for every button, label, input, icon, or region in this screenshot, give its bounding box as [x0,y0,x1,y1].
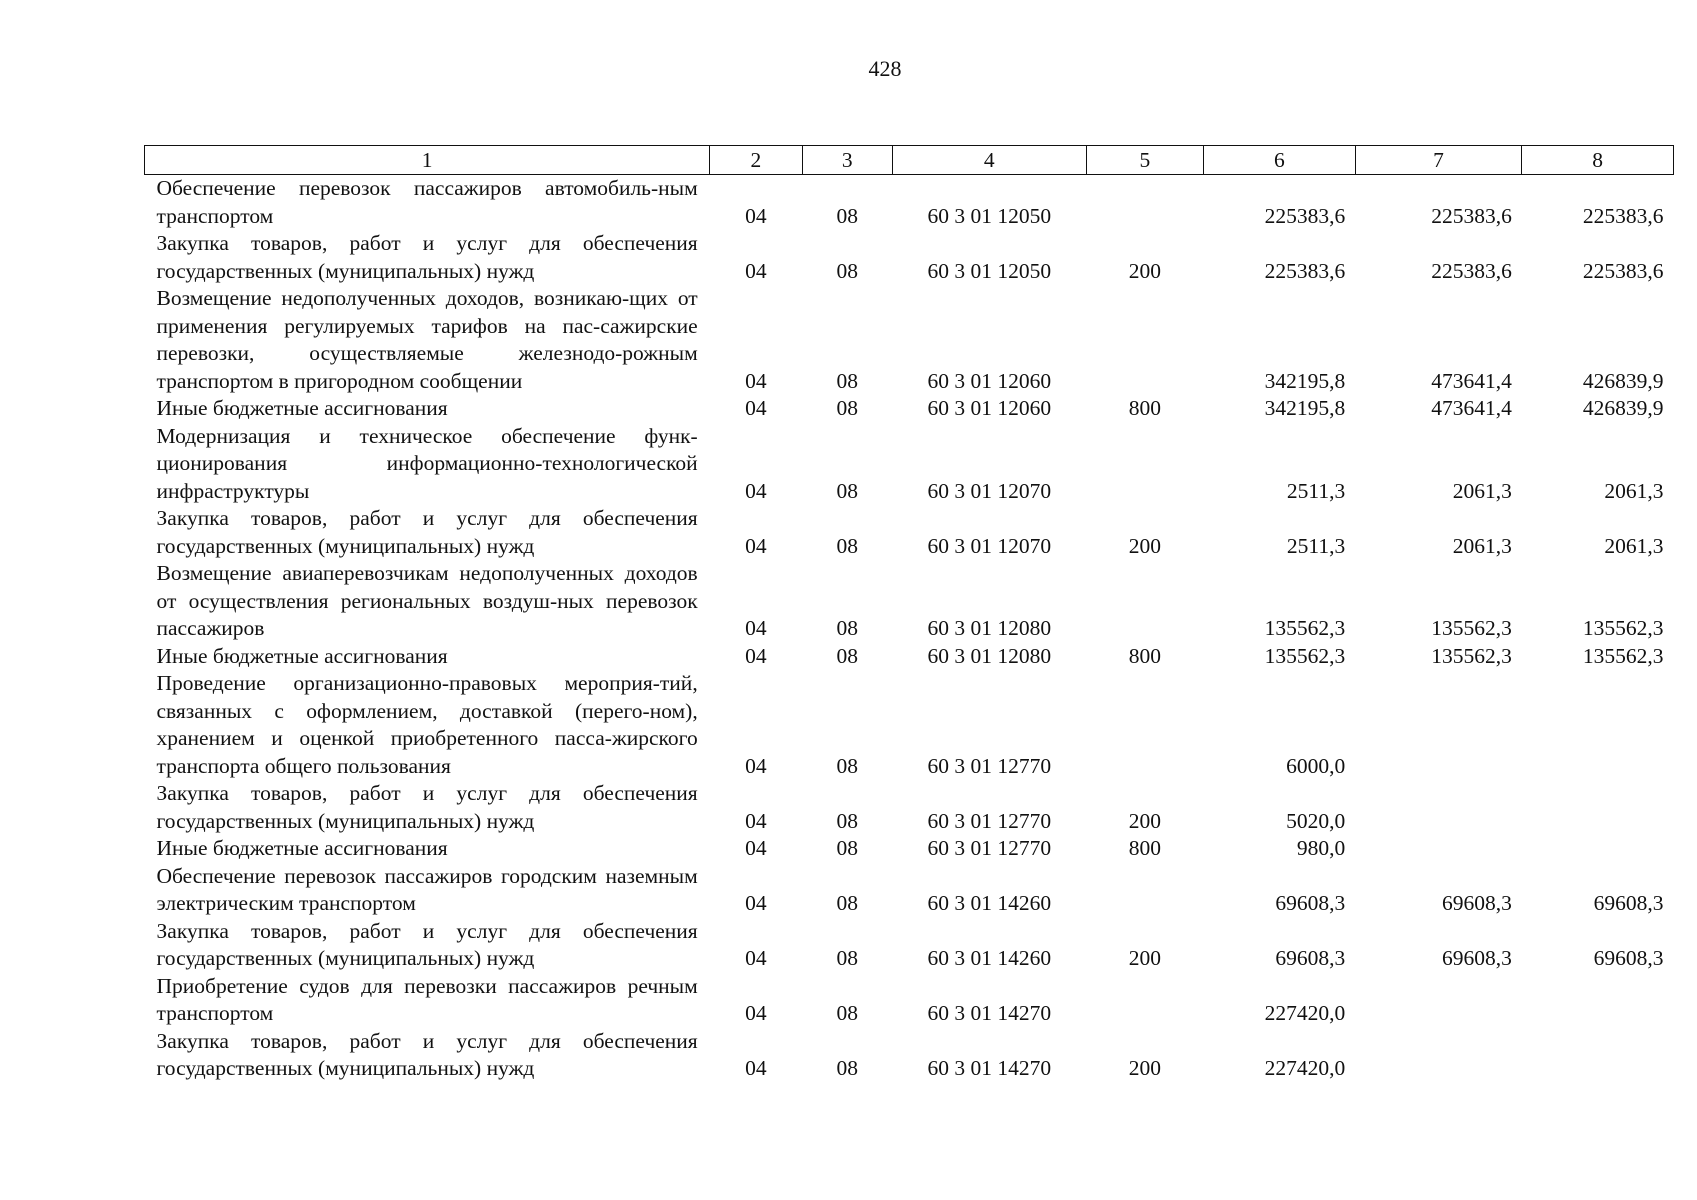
amount-year-2: 2061,3 [1452,478,1512,503]
amount-year-3: 225383,6 [1582,203,1664,228]
subsection-code: 08 [836,1001,858,1025]
row-description: Иные бюджетные ассигнования [156,643,448,668]
amount-year-2: 473641,4 [1431,368,1512,393]
amount-year-1: 225383,6 [1264,203,1346,228]
table-row [145,670,1674,780]
amount-year-1: 2511,3 [1286,478,1346,503]
table-row [145,1028,1674,1083]
amount-year-2: 69608,3 [1441,891,1512,915]
subsection-code: 08 [836,946,858,970]
subsection-code: 08 [836,891,858,915]
amount-year-1: 69608,3 [1275,891,1346,915]
section-code: 04 [745,258,767,283]
expense-type-code [1086,863,1203,918]
target-article-code: 60 3 01 12770 [927,808,1052,833]
target-article-code: 60 3 01 12080 [927,616,1052,640]
target-article-code: 60 3 01 12080 [927,643,1052,668]
expense-type-code: 200 [1128,946,1161,970]
target-article-code: 60 3 01 12060 [927,396,1052,420]
table-row [145,835,1674,863]
table-row [145,643,1674,671]
target-article-code: 60 3 01 14270 [927,1001,1052,1025]
row-description: Модернизация и техническое обеспечение функ-ционирования информационно-технологической инфраструктуры [156,423,698,503]
header-cell: 1 [145,146,710,175]
header-row [145,146,1674,175]
expense-type-code [1086,423,1203,506]
target-article-code: 60 3 01 12070 [927,533,1052,558]
amount-year-1: 135562,3 [1264,643,1346,668]
table-row [145,918,1674,973]
subsection-code: 08 [836,533,858,558]
target-article-code: 60 3 01 12770 [927,836,1052,860]
row-description: Иные бюджетные ассигнования [156,396,448,420]
section-code: 04 [745,946,767,970]
expense-type-code: 200 [1128,533,1161,558]
header-cell: 8 [1522,146,1674,175]
table-row [145,560,1674,643]
amount-year-3: 135562,3 [1582,616,1664,640]
table-row [145,423,1674,506]
subsection-code: 08 [836,616,858,640]
expense-type-code: 200 [1128,1056,1161,1080]
expense-type-code [1086,285,1203,395]
amount-year-3: 2061,3 [1604,478,1664,503]
amount-year-1: 980,0 [1296,836,1346,860]
subsection-code: 08 [836,478,858,503]
amount-year-3: 69608,3 [1593,891,1664,915]
section-code: 04 [745,1001,767,1025]
section-code: 04 [745,753,767,778]
amount-year-2 [1355,670,1522,780]
target-article-code: 60 3 01 12770 [927,753,1052,778]
amount-year-2: 473641,4 [1431,396,1512,420]
subsection-code: 08 [836,808,858,833]
amount-year-3 [1522,973,1674,1028]
expense-type-code: 200 [1128,808,1161,833]
target-article-code: 60 3 01 12050 [927,258,1052,283]
amount-year-2 [1355,780,1522,835]
table-row [145,505,1674,560]
amount-year-3: 426839,9 [1582,368,1664,393]
amount-year-3: 2061,3 [1604,533,1664,558]
subsection-code: 08 [836,1056,858,1080]
section-code: 04 [745,478,767,503]
section-code: 04 [745,203,767,228]
target-article-code: 60 3 01 14260 [927,891,1052,915]
amount-year-2: 225383,6 [1431,258,1512,283]
amount-year-2: 225383,6 [1431,203,1512,228]
amount-year-2 [1355,835,1522,863]
row-description: Обеспечение перевозок пассажиров автомобиль-ным транспортом [156,176,698,228]
amount-year-1: 227420,0 [1264,1056,1346,1080]
table-row [145,973,1674,1028]
expense-type-code: 800 [1128,396,1161,420]
amount-year-2: 135562,3 [1431,643,1512,668]
amount-year-1: 135562,3 [1264,616,1346,640]
table-row [145,285,1674,395]
amount-year-2: 69608,3 [1441,946,1512,970]
target-article-code: 60 3 01 14270 [927,1056,1052,1080]
amount-year-3 [1522,780,1674,835]
section-code: 04 [745,836,767,860]
section-code: 04 [745,533,767,558]
table-row [145,230,1674,285]
amount-year-2 [1355,1028,1522,1083]
amount-year-2: 2061,3 [1452,533,1512,558]
table-row [145,863,1674,918]
section-code: 04 [745,891,767,915]
section-code: 04 [745,396,767,420]
expense-type-code [1086,560,1203,643]
row-description: Обеспечение перевозок пассажиров городским наземным электрическим транспортом [156,863,698,915]
expense-type-code: 200 [1128,258,1161,283]
header-cell: 6 [1204,146,1356,175]
amount-year-3: 426839,9 [1582,396,1664,420]
amount-year-1: 342195,8 [1264,396,1346,420]
subsection-code: 08 [836,368,858,393]
amount-year-3 [1522,1028,1674,1083]
target-article-code: 60 3 01 14260 [927,946,1052,970]
section-code: 04 [745,643,767,668]
amount-year-1: 69608,3 [1275,946,1346,970]
table-row [145,175,1674,231]
amount-year-2: 135562,3 [1431,616,1512,640]
table-row [145,780,1674,835]
table-header [145,146,1674,175]
subsection-code: 08 [836,258,858,283]
target-article-code: 60 3 01 12060 [927,368,1052,393]
amount-year-3: 69608,3 [1593,946,1664,970]
header-cell: 2 [710,146,802,175]
table-body [145,175,1674,1083]
amount-year-3: 225383,6 [1582,258,1664,283]
section-code: 04 [745,1056,767,1080]
row-description: Закупка товаров, работ и услуг для обеспечения государственных (муниципальных) нужд [156,231,698,283]
expense-type-code [1086,175,1203,231]
amount-year-1: 225383,6 [1264,258,1346,283]
header-cell: 5 [1086,146,1203,175]
section-code: 04 [745,616,767,640]
table-row [145,395,1674,423]
header-cell: 4 [892,146,1086,175]
target-article-code: 60 3 01 12050 [927,203,1052,228]
subsection-code: 08 [836,203,858,228]
amount-year-1: 342195,8 [1264,368,1346,393]
subsection-code: 08 [836,396,858,420]
amount-year-1: 6000,0 [1286,753,1346,778]
page-number: 428 [868,56,902,81]
row-description: Приобретение судов для перевозки пассажиров речным транспортом [156,973,698,1025]
amount-year-1: 227420,0 [1264,1001,1346,1025]
amount-year-3 [1522,670,1674,780]
expense-type-code: 800 [1128,836,1161,860]
amount-year-2 [1355,973,1522,1028]
row-description: Закупка товаров, работ и услуг для обеспечения государственных (муниципальных) нужд [156,781,698,833]
section-code: 04 [745,808,767,833]
expense-type-code [1086,670,1203,780]
row-description: Закупка товаров, работ и услуг для обеспечения государственных (муниципальных) нужд [156,506,698,558]
subsection-code: 08 [836,643,858,668]
row-description: Закупка товаров, работ и услуг для обеспечения государственных (муниципальных) нужд [156,1028,698,1080]
subsection-code: 08 [836,753,858,778]
target-article-code: 60 3 01 12070 [927,478,1052,503]
header-cell: 7 [1355,146,1522,175]
row-description: Проведение организационно-правовых мероприя-тий, связанных с оформлением, доставкой (перего-ном), хранением и оценкой приобретенного пасса-жирского транспорта общего пользования [156,671,698,778]
row-description: Возмещение авиаперевозчикам недополученных доходов от осуществления региональных воздуш-ных перевозок пассажиров [156,561,698,640]
amount-year-1: 2511,3 [1286,533,1346,558]
amount-year-3: 135562,3 [1582,643,1664,668]
expense-type-code: 800 [1128,643,1161,668]
row-description: Возмещение недополученных доходов, возникаю-щих от применения регулируемых тарифов на пас-сажирские перевозки, осуществляемые железнодо-рожным транспортом в пригородном сообщении [156,286,698,393]
expense-type-code [1086,973,1203,1028]
amount-year-3 [1522,835,1674,863]
budget-table [144,145,1674,1083]
row-description: Закупка товаров, работ и услуг для обеспечения государственных (муниципальных) нужд [156,918,698,970]
section-code: 04 [745,368,767,393]
subsection-code: 08 [836,836,858,860]
header-cell: 3 [802,146,892,175]
amount-year-1: 5020,0 [1286,808,1346,833]
row-description: Иные бюджетные ассигнования [156,836,448,860]
